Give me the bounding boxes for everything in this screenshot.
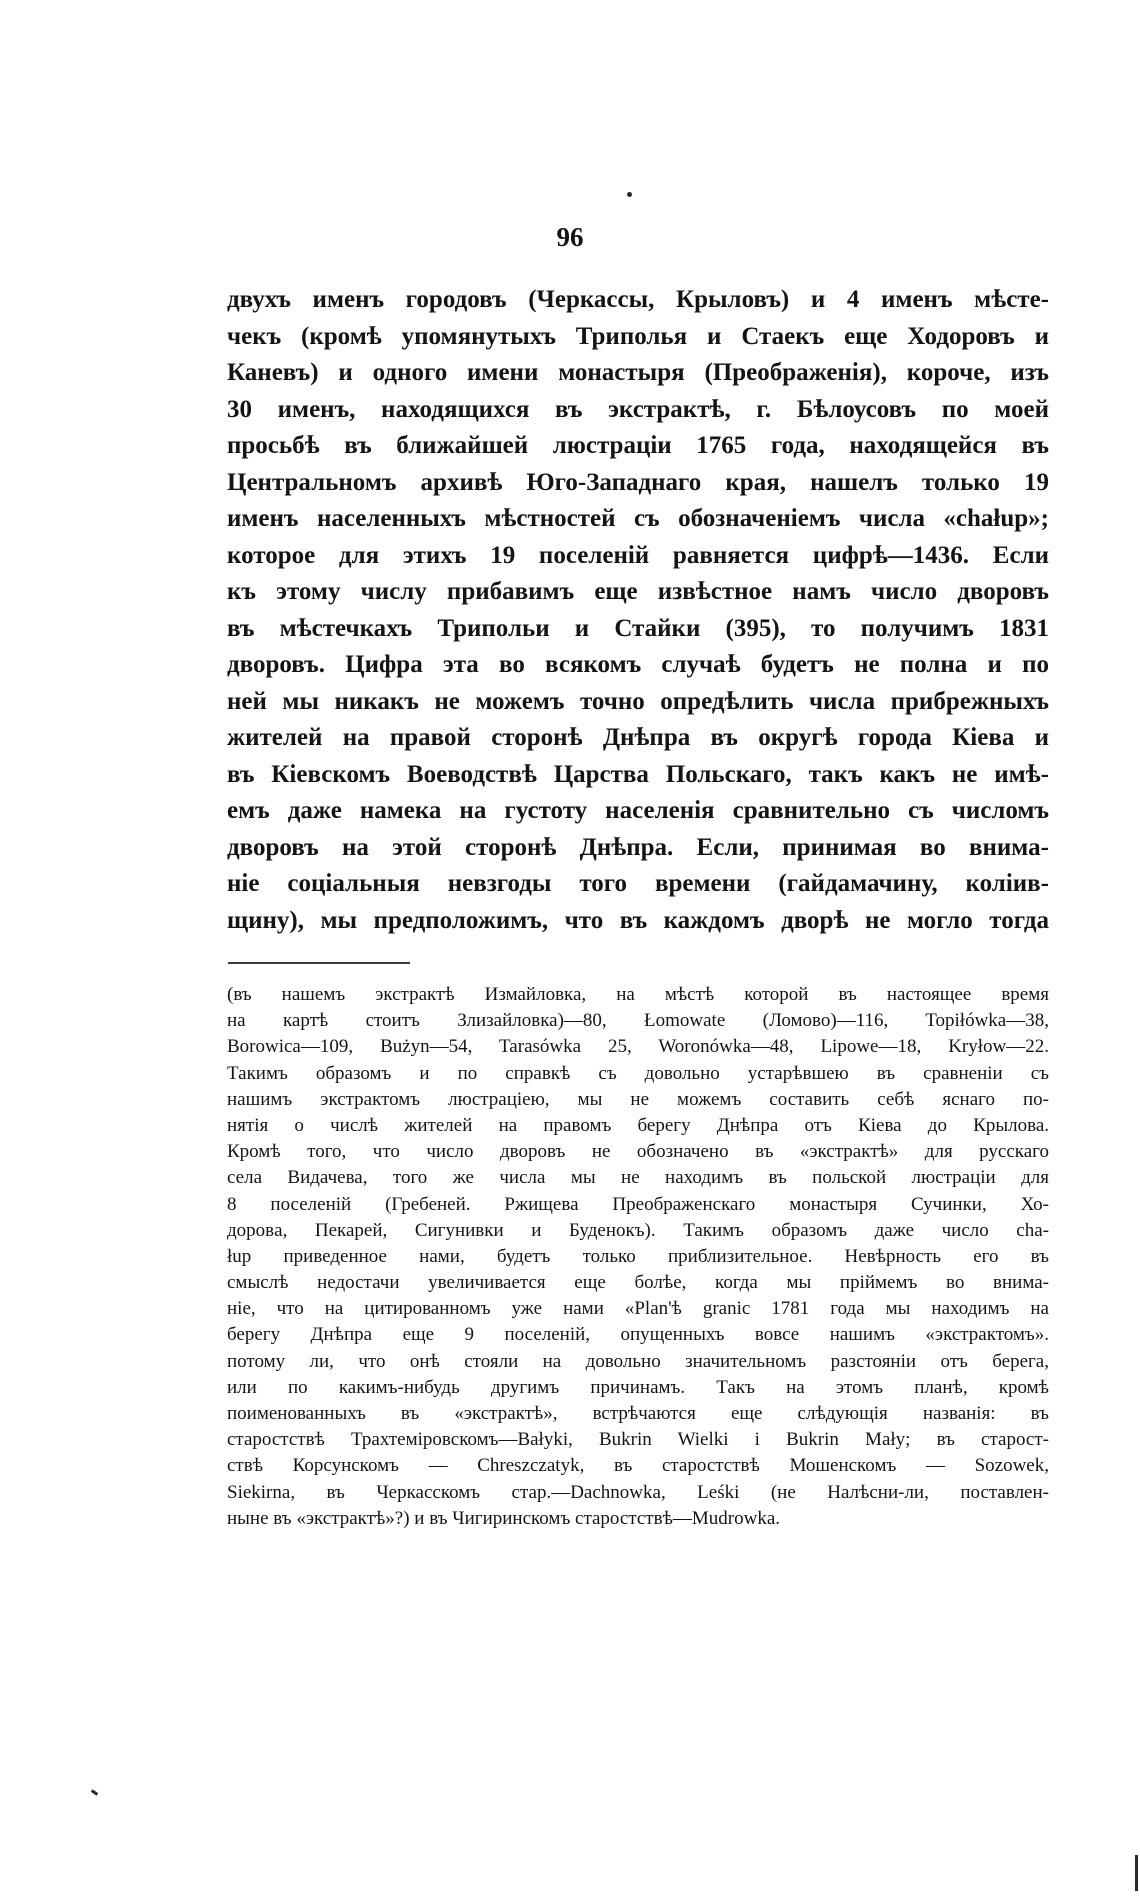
footnote-line: Borowica—109, Bużyn—54, Tarasówka 25, Woronówka—48, Lipowe—18, Kryłow—22. (227, 1036, 1049, 1058)
footnote-line: Кромѣ того, что число дворовъ не обозначено въ «экстрактѣ» для русскаго (227, 1141, 1049, 1163)
footnote-line: ніе, что на цитированномъ уже нами «Plan'ѣ granic 1781 года мы находимъ на (227, 1298, 1049, 1320)
page-edge-mark (1135, 1855, 1138, 1891)
text-line: именъ населенныхъ мѣстностей съ обозначеніемъ числа «chałup»; (227, 505, 1049, 532)
footnote-line: поименованныхъ въ «экстрактѣ», встрѣчаются еще слѣдующія названія: въ (227, 1403, 1049, 1424)
footnote-line: потому ли, что онѣ стояли на довольно значительномъ разстояніи отъ берега, (227, 1350, 1049, 1372)
footnote-line: берегу Днѣпра еще 9 поселеній, опущенныхъ вовсе нашимъ «экстрактомъ». (227, 1324, 1049, 1346)
text-line: къ этому числу прибавимъ еще извѣстное намъ число дворовъ (227, 578, 1049, 605)
main-text (227, 282, 1049, 939)
text-line: просьбѣ въ ближайшей люстраціи 1765 года, находящейся въ (227, 432, 1049, 459)
footnote-line: ныне въ «экстрактѣ»?) и въ Чигиринскомъ старостствѣ—Mudrowka. (227, 1507, 781, 1529)
text-line: чекъ (кромѣ упомянутыхъ Триполья и Стаекъ еще Ходоровъ и (227, 322, 1049, 350)
text-line: дворовъ. Цифра эта во всякомъ случаѣ будетъ не полна и по (227, 651, 1049, 678)
footnote-line: ствѣ Корсунскомъ — Chreszczatyk, въ старостствѣ Мошенскомъ — Sozowek, (227, 1455, 1049, 1477)
footnote-line: села Видачева, того же числа мы не находимъ въ польской люстраціи для (227, 1167, 1049, 1189)
footnote-line: доровa, Пекарей, Сигунивки и Буденокъ). Такимъ образомъ даже число cha- (227, 1219, 1049, 1241)
ink-speck (627, 192, 632, 197)
text-line: которое для этихъ 19 поселеній равняется цифрѣ—1436. Если (227, 541, 1049, 569)
text-line: 30 именъ, находящихся въ экстрактѣ, г. Бѣлоусовъ по моей (227, 395, 1049, 423)
text-line: щину), мы предположимъ, что въ каждомъ дворѣ не могло тогда (227, 906, 1049, 934)
footnote (227, 982, 1049, 1532)
text-line: жителей на правой сторонѣ Днѣпра въ округѣ города Кіева и (227, 724, 1049, 751)
footnote-line: (въ нашемъ экстрактѣ Измайловка, на мѣстѣ которой въ настоящее время (227, 984, 1049, 1005)
text-line: въ Кіевскомъ Воеводствѣ Царства Польскаго, такъ какъ не имѣ- (227, 760, 1049, 788)
footnote-line: Такимъ образомъ и по справкѣ съ довольно устарѣвшею въ сравненіи съ (227, 1062, 1049, 1084)
footnote-line: старостствѣ Трахтеміровскомъ—Bałyki, Bukrin Wielki i Bukrin Mały; въ старост- (227, 1429, 1049, 1451)
text-line: Каневъ) и одного имени монастыря (Преображенія), короче, изъ (227, 359, 1049, 386)
text-line: двухъ именъ городовъ (Черкассы, Крыловъ) и 4 именъ мѣсте- (227, 286, 1049, 313)
text-line: емъ даже намека на густоту населенія сравнительно съ числомъ (227, 797, 1049, 824)
footnote-line: или по какимъ-нибудь другимъ причинамъ. Такъ на этомъ планѣ, кромѣ (227, 1376, 1049, 1398)
page-number: 96 (556, 222, 584, 252)
text-line: Центральномъ архивѣ Юго-Западнаго края, нашелъ только 19 (227, 468, 1049, 496)
footnote-line: Siekirna, въ Черкасскомъ стар.—Dachnowka, Leśki (не Налѣсни-ли, поставлен- (227, 1481, 1049, 1503)
footnote-line: łup приведенное нами, будетъ только приблизительное. Невѣрность его въ (227, 1245, 1049, 1267)
footnote-divider (228, 962, 410, 964)
text-line: ніе соціальныя невзгоды того времени (гайдамачину, коліив- (227, 870, 1049, 897)
ink-speck (91, 1789, 98, 1795)
footnote-line: нашимъ экстрактомъ люстраціею, мы не можемъ составить себѣ яснаго по- (227, 1088, 1049, 1110)
footnote-line: на картѣ стоитъ Злизайловка)—80, Łomowate (Ломово)—116, Topiłówka—38, (227, 1010, 1049, 1032)
footnote-line: смыслѣ недостачи увеличивается еще болѣе, когда мы пріймемъ во внима- (227, 1272, 1049, 1294)
footnote-line: 8 поселеній (Гребеней. Ржищева Преображенскаго монастыря Сучинки, Хо- (227, 1193, 1049, 1215)
text-line: въ мѣстечкахъ Трипольи и Стайки (395), то получимъ 1831 (227, 614, 1049, 642)
footnote-line: нятія о числѣ жителей на правомъ берегу Днѣпра отъ Кіева до Крылова. (227, 1114, 1049, 1136)
text-line: ней мы никакъ не можемъ точно опредѣлить числа прибрежныхъ (227, 687, 1049, 715)
text-line: дворовъ на этой сторонѣ Днѣпра. Если, принимая во внима- (227, 833, 1049, 861)
